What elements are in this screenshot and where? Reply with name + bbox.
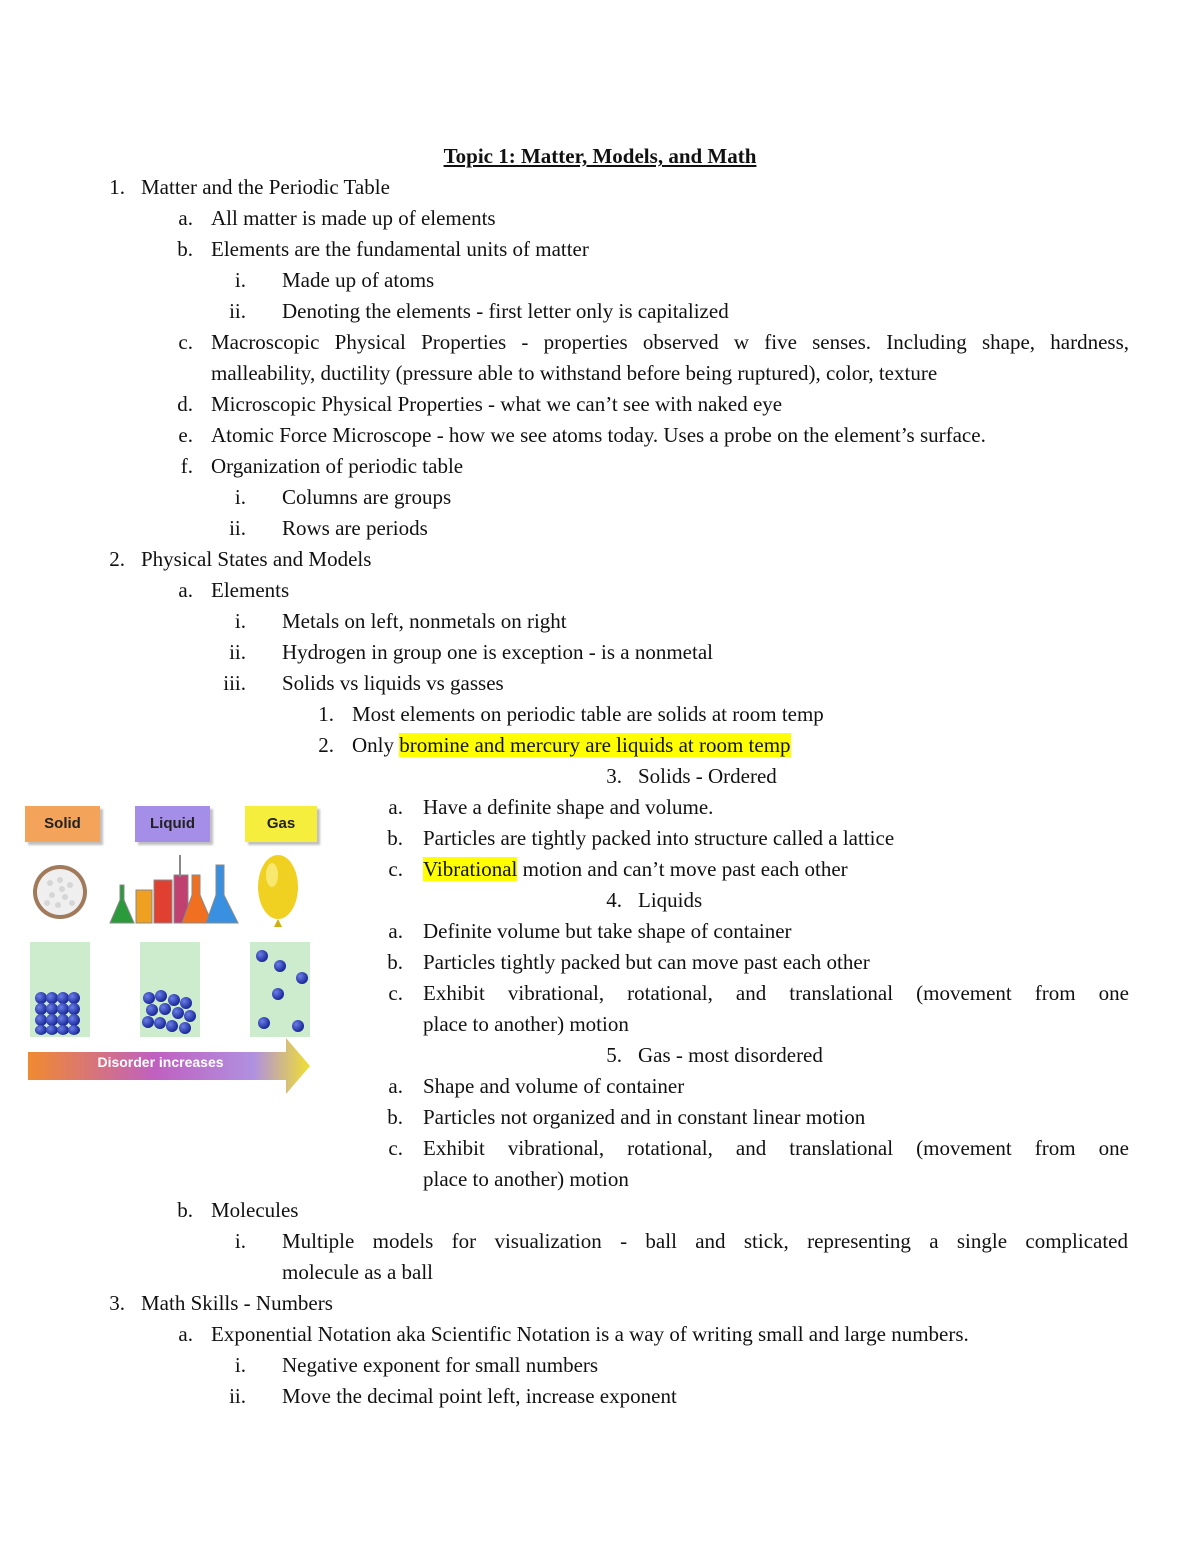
item-text: Macroscopic Physical Properties - properties observed w five senses. Including shape, hardness, <box>211 330 1129 354</box>
list-item <box>0 172 1200 203</box>
list-item <box>0 606 1200 637</box>
list-item-text <box>282 668 504 699</box>
item-text: All matter is made up of elements <box>211 206 496 230</box>
list-marker: 2. <box>109 547 125 571</box>
list-item-text <box>282 513 428 544</box>
list-marker: a. <box>388 919 403 943</box>
list-marker: e. <box>178 423 193 447</box>
list-item <box>0 668 1200 699</box>
list-item <box>0 482 1200 513</box>
list-marker: 1. <box>318 702 334 726</box>
list-marker: iii. <box>223 671 246 695</box>
list-marker: 3. <box>606 764 622 788</box>
list-item-text <box>282 1350 598 1381</box>
list-marker: 4. <box>606 888 622 912</box>
list-item <box>0 265 1200 296</box>
list-marker: a. <box>178 206 193 230</box>
item-text: Elements <box>211 578 290 602</box>
item-text: Elements are the fundamental units of matter <box>211 237 589 261</box>
list-item <box>0 1102 1200 1133</box>
item-text: motion and can’t move past each other <box>517 857 848 881</box>
item-text: Exponential Notation aka Scientific Notation is a way of writing small and large numbers. <box>211 1322 969 1346</box>
item-text: Shape and volume of container <box>423 1074 685 1098</box>
list-item-text <box>423 916 792 947</box>
disorder-arrow <box>28 1038 310 1094</box>
item-text: Exhibit vibrational, rotational, and translational (movement from one <box>423 1136 1129 1160</box>
list-item-text <box>282 296 729 327</box>
item-text: Matter and the Periodic Table <box>141 175 390 199</box>
list-marker: b. <box>387 1105 403 1129</box>
list-marker: c. <box>388 1136 403 1160</box>
list-item <box>0 234 1200 265</box>
item-text: Denoting the elements - first letter only is capitalized <box>282 299 729 323</box>
liquid-label: Liquid <box>135 806 210 842</box>
item-text: Solids vs liquids vs gasses <box>282 671 504 695</box>
gas-label: Gas <box>245 806 317 842</box>
item-text: Liquids <box>638 888 703 912</box>
list-item-text <box>282 1381 677 1412</box>
list-item-text <box>423 1071 684 1102</box>
list-marker: i. <box>234 268 246 292</box>
list-item-text <box>282 637 713 668</box>
item-text: Exhibit vibrational, rotational, and translational (movement from one <box>423 981 1129 1005</box>
list-item-text <box>282 606 567 637</box>
list-item <box>0 296 1200 327</box>
list-item-text <box>423 823 894 854</box>
solid-bowl-icon <box>33 865 87 919</box>
list-item <box>0 420 1200 451</box>
list-item <box>0 1381 1200 1412</box>
list-marker: c. <box>178 330 193 354</box>
item-text: Organization of periodic table <box>211 454 464 478</box>
item-text: molecule as a ball <box>282 1260 434 1284</box>
list-item-text <box>423 792 713 823</box>
list-item <box>0 575 1200 606</box>
list-item <box>0 1350 1200 1381</box>
list-item-text <box>211 1319 969 1350</box>
list-item-text <box>282 1226 1128 1257</box>
item-text: Microscopic Physical Properties - what we can’t see with naked eye <box>211 392 783 416</box>
list-item <box>0 699 1200 730</box>
list-item <box>0 513 1200 544</box>
list-item <box>0 203 1200 234</box>
item-text: Definite volume but take shape of container <box>423 919 792 943</box>
list-marker: a. <box>178 1322 193 1346</box>
item-text: Gas - most disordered <box>638 1043 823 1067</box>
list-marker: i. <box>234 1353 246 1377</box>
item-text: Particles are tightly packed into structure called a lattice <box>423 826 895 850</box>
list-item-text <box>423 978 1129 1009</box>
item-text: Rows are periods <box>282 516 428 540</box>
liquid-particles-box <box>140 942 200 1037</box>
list-marker: 3. <box>109 1291 125 1315</box>
list-item-text <box>352 730 791 761</box>
item-text: Negative exponent for small numbers <box>282 1353 599 1377</box>
arrow-label: Disorder increases <box>97 1054 224 1070</box>
list-item <box>0 327 1200 358</box>
liquid-glassware-icon <box>110 855 238 923</box>
list-item <box>0 358 1200 389</box>
list-item-text <box>423 1164 629 1195</box>
list-item-text <box>638 885 702 916</box>
item-text: Solids - Ordered <box>638 764 777 788</box>
list-item-text <box>211 203 496 234</box>
list-marker: b. <box>387 826 403 850</box>
list-item-text <box>211 358 937 389</box>
list-item <box>0 389 1200 420</box>
list-marker: c. <box>388 981 403 1005</box>
list-marker: a. <box>388 1074 403 1098</box>
list-item-text <box>282 1257 433 1288</box>
gas-balloon-icon <box>258 855 298 927</box>
list-marker: c. <box>388 857 403 881</box>
list-item-text <box>141 1288 333 1319</box>
gas-particles-box <box>250 942 310 1037</box>
item-text: Columns are groups <box>282 485 452 509</box>
list-marker: ii. <box>229 299 246 323</box>
list-item-text <box>423 1009 629 1040</box>
item-text: Hydrogen in group one is exception - is a nonmetal <box>282 640 713 664</box>
samples-picture <box>20 845 320 935</box>
list-item-text <box>211 1195 298 1226</box>
list-item-text <box>211 420 986 451</box>
list-marker: ii. <box>229 1384 246 1408</box>
list-item-text <box>423 947 870 978</box>
list-item <box>0 1288 1200 1319</box>
list-item-text <box>141 544 371 575</box>
item-text: place to another) motion <box>423 1167 629 1191</box>
list-marker: f. <box>180 454 193 478</box>
list-marker: ii. <box>229 516 246 540</box>
list-item <box>0 730 1200 761</box>
list-marker: b. <box>177 237 193 261</box>
item-text: Only <box>352 733 400 757</box>
item-text: Physical States and Models <box>141 547 372 571</box>
list-item <box>0 1133 1200 1164</box>
list-marker: 1. <box>109 175 125 199</box>
list-marker: 5. <box>606 1043 622 1067</box>
list-item-text <box>282 265 434 296</box>
list-marker: i. <box>234 609 246 633</box>
list-marker: b. <box>387 950 403 974</box>
list-item-text <box>211 451 463 482</box>
item-text: place to another) motion <box>423 1012 629 1036</box>
page-title: Topic 1: Matter, Models, and Math <box>443 144 757 168</box>
list-marker: a. <box>388 795 403 819</box>
list-item <box>0 1319 1200 1350</box>
list-item <box>0 1257 1200 1288</box>
item-text: Metals on left, nonmetals on right <box>282 609 567 633</box>
item-text: Molecules <box>211 1198 299 1222</box>
highlighted-text: bromine and mercury are liquids at room temp <box>399 733 791 757</box>
list-marker: d. <box>177 392 193 416</box>
list-item-text <box>211 389 782 420</box>
solid-particles-box <box>30 942 90 1037</box>
list-item-text <box>282 482 451 513</box>
list-item <box>0 1226 1200 1257</box>
list-marker: 2. <box>318 733 334 757</box>
list-item-text <box>423 854 848 885</box>
list-marker: ii. <box>229 640 246 664</box>
list-marker: a. <box>178 578 193 602</box>
item-text: Have a definite shape and volume. <box>423 795 714 819</box>
item-text: Made up of atoms <box>282 268 435 292</box>
list-marker: i. <box>234 485 246 509</box>
list-item-text <box>423 1133 1129 1164</box>
list-marker: i. <box>234 1229 246 1253</box>
list-item-text <box>211 575 289 606</box>
item-text: Most elements on periodic table are solids at room temp <box>352 702 824 726</box>
item-text: Atomic Force Microscope - how we see atoms today. Uses a probe on the element’s surface. <box>211 423 986 447</box>
list-item-text <box>352 699 824 730</box>
item-text: malleability, ductility (pressure able to withstand before being ruptured), color, texture <box>211 361 938 385</box>
list-item-text <box>211 234 589 265</box>
list-item-text <box>423 1102 865 1133</box>
list-item-text <box>638 1040 823 1071</box>
list-item-text <box>141 172 390 203</box>
solid-label: Solid <box>25 806 100 842</box>
list-item-text <box>211 327 1129 358</box>
list-item <box>0 761 1200 792</box>
list-item-text <box>638 761 777 792</box>
list-item <box>0 1195 1200 1226</box>
item-text: Particles tightly packed but can move past each other <box>423 950 870 974</box>
item-text: Multiple models for visualization - ball and stick, representing a single complicated <box>282 1229 1128 1253</box>
item-text: Particles not organized and in constant linear motion <box>423 1105 866 1129</box>
item-text: Move the decimal point left, increase exponent <box>282 1384 677 1408</box>
list-marker: b. <box>177 1198 193 1222</box>
list-item <box>0 1164 1200 1195</box>
states-of-matter-figure <box>20 800 320 1095</box>
highlighted-text: Vibrational <box>423 857 518 881</box>
item-text: Math Skills - Numbers <box>141 1291 333 1315</box>
list-item <box>0 544 1200 575</box>
list-item <box>0 637 1200 668</box>
list-item <box>0 451 1200 482</box>
